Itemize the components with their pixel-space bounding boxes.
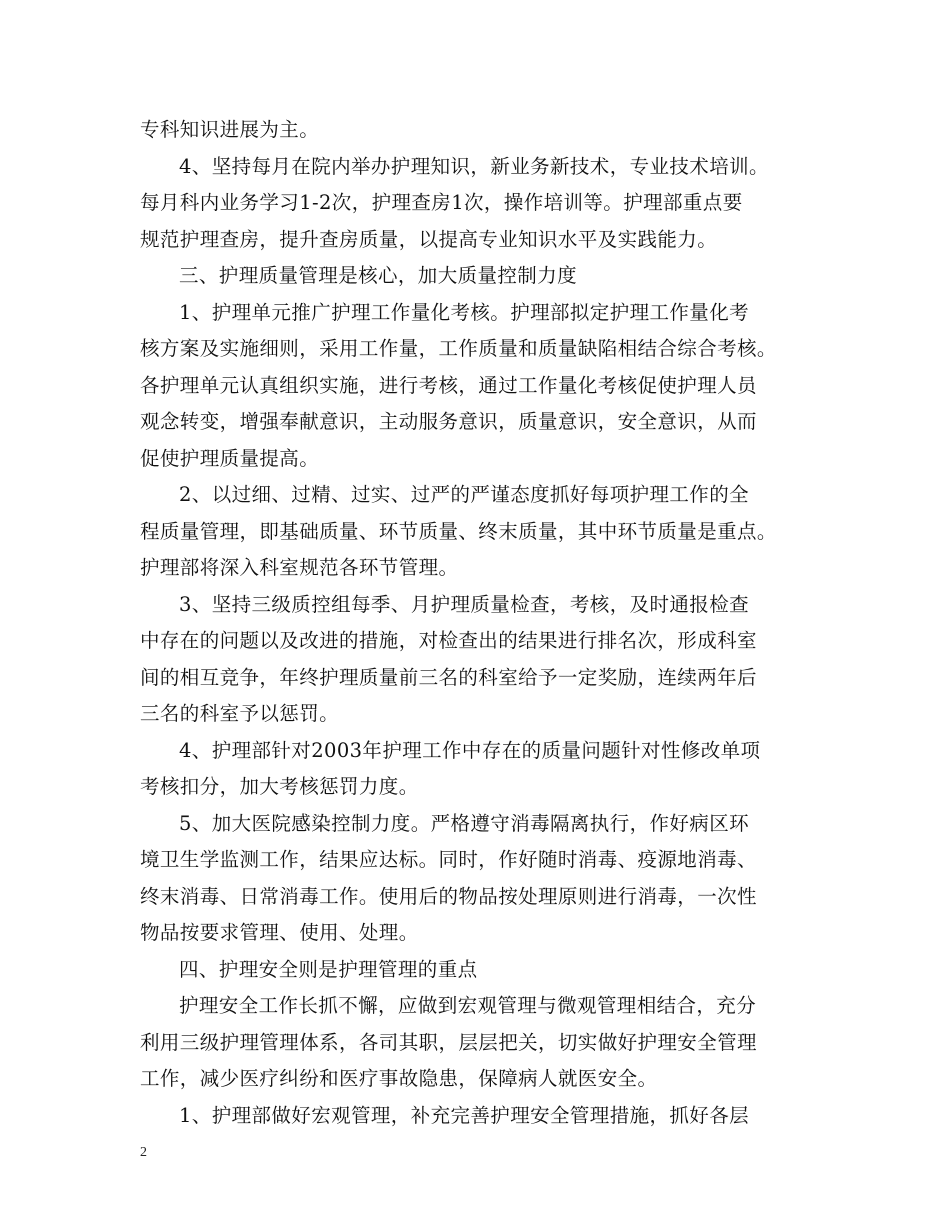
text-line: 利用三级护理管理体系，各司其职，层层把关，切实做好护理安全管理	[140, 1030, 757, 1054]
text-line: 3、坚持三级质控组每季、月护理质量检查，考核，及时通报检查	[179, 592, 750, 616]
text-line: 四、护理安全则是护理管理的重点	[179, 957, 478, 981]
text-line: 工作，减少医疗纠纷和医疗事故隐患，保障病人就医安全。	[140, 1067, 658, 1090]
text-line: 1、护理部做好宏观管理，补充完善护理安全管理措施，抓好各层	[179, 1103, 750, 1127]
text-line: 专科知识进展为主。	[140, 118, 320, 141]
text-line: 境卫生学监测工作，结果应达标。同时，作好随时消毒、疫源地消毒、	[140, 848, 757, 871]
text-line: 规范护理查房，提升查房质量，以提高专业知识水平及实践能力。	[140, 227, 718, 251]
text-line: 程质量管理，即基础质量、环节质量、终末质量，其中环节质量是重点。	[140, 519, 777, 543]
text-line: 护理安全工作长抓不懈，应做到宏观管理与微观管理相结合，充分	[179, 994, 757, 1017]
text-line: 4、护理部针对2003年护理工作中存在的质量问题针对性修改单项	[179, 738, 761, 762]
page-number: 2	[140, 1145, 147, 1160]
text-line: 终末消毒、日常消毒工作。使用后的物品按处理原则进行消毒，一次性	[140, 884, 757, 908]
text-line: 中存在的问题以及改进的措施，对检查出的结果进行排名次，形成科室	[140, 629, 757, 652]
text-line: 2、以过细、过精、过实、过严的严谨态度抓好每项护理工作的全	[179, 483, 750, 506]
text-line: 护理部将深入科室规范各环节管理。	[140, 556, 459, 579]
text-line: 观念转变，增强奉献意识，主动服务意识，质量意识，安全意识，从而	[140, 410, 757, 433]
text-line: 三名的科室予以惩罚。	[140, 702, 340, 725]
text-line: 1、护理单元推广护理工作量化考核。护理部拟定护理工作量化考	[179, 300, 750, 324]
text-line: 三、护理质量管理是核心，加大质量控制力度	[179, 264, 578, 287]
text-line: 促使护理质量提高。	[140, 446, 320, 470]
text-line: 5、加大医院感染控制力度。严格遵守消毒隔离执行，作好病区环	[179, 811, 750, 835]
text-line: 各护理单元认真组织实施，进行考核，通过工作量化考核促使护理人员	[140, 373, 757, 397]
text-line: 间的相互竞争，年终护理质量前三名的科室给予一定奖励，连续两年后	[140, 665, 757, 689]
text-line: 核方案及实施细则，采用工作量，工作质量和质量缺陷相结合综合考核。	[140, 337, 777, 360]
text-line: 4、坚持每月在院内举办护理知识，新业务新技术，专业技术培训。	[179, 154, 769, 178]
text-line: 物品按要求管理、使用、处理。	[140, 921, 419, 944]
text-line: 考核扣分，加大考核惩罚力度。	[140, 775, 419, 798]
document-body	[140, 112, 820, 1134]
text-line: 每月科内业务学习1-2次，护理查房1次，操作培训等。护理部重点要	[140, 191, 743, 214]
